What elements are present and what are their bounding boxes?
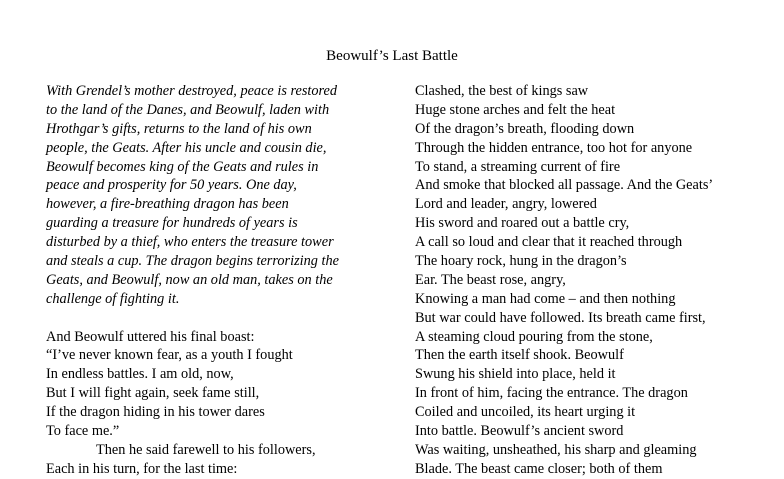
intro-line: With Grendel’s mother destroyed, peace is restored — [46, 83, 338, 99]
poem-line: Swung his shield into place, held it — [415, 366, 616, 383]
poem-line: And smoke that blocked all passage. And the Geats’ — [415, 177, 714, 194]
poem-line-partial: Each in his turn, for the last time: — [46, 460, 238, 477]
poem-line: Knowing a man had come – and then nothing — [415, 290, 676, 307]
poem-line-indented: Then he said farewell to his followers, — [96, 441, 316, 458]
poem-line: Huge stone arches and felt the heat — [415, 101, 616, 118]
poem-line: In endless battles. I am old, now, — [46, 366, 234, 383]
poem-line: Of the dragon’s breath, flooding down — [415, 120, 635, 137]
poem-line: To face me.” — [46, 423, 120, 440]
intro-line: Geats, and Beowulf, now an old man, takes on the — [46, 271, 333, 288]
poem-line: If the dragon hiding in his tower dares — [46, 404, 265, 421]
poem-line: A steaming cloud pouring from the stone, — [415, 328, 653, 345]
poem-line: In front of him, facing the entrance. The dragon — [415, 385, 688, 402]
intro-line: guarding a treasure for hundreds of years is — [46, 215, 298, 232]
intro-paragraph — [46, 82, 378, 309]
page-title: Beowulf’s Last Battle — [326, 48, 458, 64]
poem-line: To stand, a streaming current of fire — [415, 158, 621, 175]
poem-line: “I’ve never known fear, as a youth I fought — [46, 347, 293, 364]
intro-line: Hrothgar’s gifts, returns to the land of his own — [46, 120, 312, 137]
intro-line: and steals a cup. The dragon begins terrorizing the — [46, 253, 339, 270]
poem-line: His sword and roared out a battle cry, — [415, 215, 630, 232]
poem-line: Coiled and uncoiled, its heart urging it — [415, 404, 636, 421]
intro-line: disturbed by a thief, who enters the treasure tower — [46, 234, 334, 251]
poem-line-partial: Blade. The beast came closer; both of them — [415, 460, 663, 477]
intro-line: people, the Geats. After his uncle and cousin die, — [46, 139, 327, 156]
intro-line: however, a fire-breathing dragon has been — [46, 196, 289, 213]
poem-line: Through the hidden entrance, too hot for anyone — [415, 139, 693, 156]
poem-line: Lord and leader, angry, lowered — [415, 196, 597, 213]
poem-line: But war could have followed. Its breath came first, — [415, 309, 706, 326]
intro-line: challenge of fighting it. — [46, 290, 180, 307]
poem-line: Was waiting, unsheathed, his sharp and gleaming — [415, 441, 697, 458]
poem-line: Into battle. Beowulf’s ancient sword — [415, 423, 624, 440]
poem-line: And Beowulf uttered his final boast: — [46, 328, 255, 345]
poem-line: But I will fight again, seek fame still, — [46, 385, 260, 402]
poem-line: Clashed, the best of kings saw — [415, 83, 589, 99]
intro-line: to the land of the Danes, and Beowulf, laden with — [46, 101, 330, 118]
left-column — [46, 82, 378, 479]
intro-line: peace and prosperity for 50 years. One day, — [46, 177, 297, 194]
intro-line: Beowulf becomes king of the Geats and rules in — [46, 158, 319, 175]
right-column — [415, 82, 755, 479]
poem-line: Then the earth itself shook. Beowulf — [415, 347, 624, 364]
paragraph-gap — [46, 309, 378, 328]
poem-line: A call so loud and clear that it reached through — [415, 234, 683, 251]
poem-left-stanza — [46, 328, 378, 479]
poem-line: The hoary rock, hung in the dragon’s — [415, 253, 627, 270]
poem-line: Ear. The beast rose, angry, — [415, 271, 566, 288]
